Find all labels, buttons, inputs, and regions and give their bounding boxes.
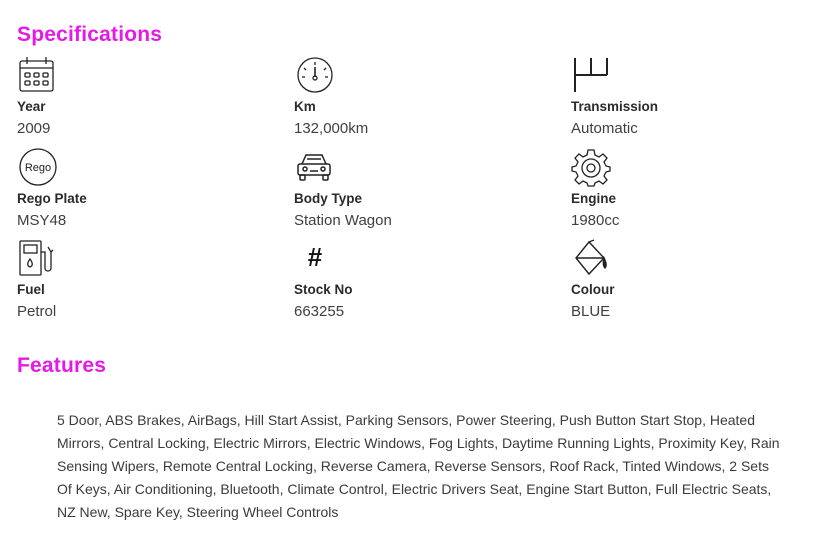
specifications-heading: Specifications — [17, 23, 163, 46]
spec-label: Stock No — [294, 282, 353, 297]
rego-badge-icon — [17, 147, 57, 187]
spec-year — [17, 55, 257, 138]
spec-body-type — [294, 147, 534, 230]
spec-value: Petrol — [17, 303, 57, 320]
spec-value: 663255 — [294, 303, 345, 320]
rego-badge-text: Rego — [24, 162, 52, 174]
spec-label: Transmission — [571, 99, 659, 114]
spec-stock-no — [294, 238, 534, 321]
spec-value: BLUE — [571, 303, 611, 320]
hash-icon-glyph: # — [307, 242, 323, 272]
speedometer-icon — [294, 55, 334, 95]
spec-value: 2009 — [17, 120, 51, 137]
features-list-text: 5 Door, ABS Brakes, AirBags, Hill Start Assist, Parking Sensors, Power Steering, Push Button Start Stop, Heated Mirrors, Central Locking, Electric Mirrors, Electric Windows, Fog Lights, Daytime Running Lights, Proximity Key, Rain Sensing Wipers, Remote Central Locking, Reverse Camera, Reverse Sensors, Roof Rack, Tinted Windows, 2 Sets Of Keys, Air Conditioning, Bluetooth, Climate Control, Electric Drivers Seat, Engine Start Button, Full Electric Seats, NZ New, Spare Key, Steering Wheel Controls — [57, 412, 780, 520]
spec-label: Year — [17, 99, 46, 114]
spec-km — [294, 55, 534, 138]
spec-label: Body Type — [294, 191, 363, 206]
spec-label: Km — [294, 99, 316, 114]
spec-transmission — [571, 55, 811, 138]
paint-bucket-icon — [571, 238, 611, 278]
spec-label: Engine — [571, 191, 617, 206]
spec-label: Fuel — [17, 282, 45, 297]
spec-colour — [571, 238, 811, 321]
hash-icon — [294, 238, 334, 278]
spec-fuel — [17, 238, 257, 321]
spec-label: Colour — [571, 282, 615, 297]
engine-cog-icon — [571, 147, 611, 187]
spec-value: Station Wagon — [294, 212, 392, 229]
spec-value: Automatic — [571, 120, 638, 137]
gear-shift-icon — [571, 55, 611, 95]
spec-label: Rego Plate — [17, 191, 87, 206]
spec-engine — [571, 147, 811, 230]
spec-value: 1980cc — [571, 212, 620, 229]
spec-value: 132,000km — [294, 120, 369, 137]
calendar-icon — [17, 55, 57, 95]
fuel-pump-icon — [17, 238, 57, 278]
spec-rego — [17, 147, 257, 230]
car-front-icon — [294, 147, 334, 187]
spec-value: MSY48 — [17, 212, 67, 229]
features-heading: Features — [17, 354, 107, 377]
